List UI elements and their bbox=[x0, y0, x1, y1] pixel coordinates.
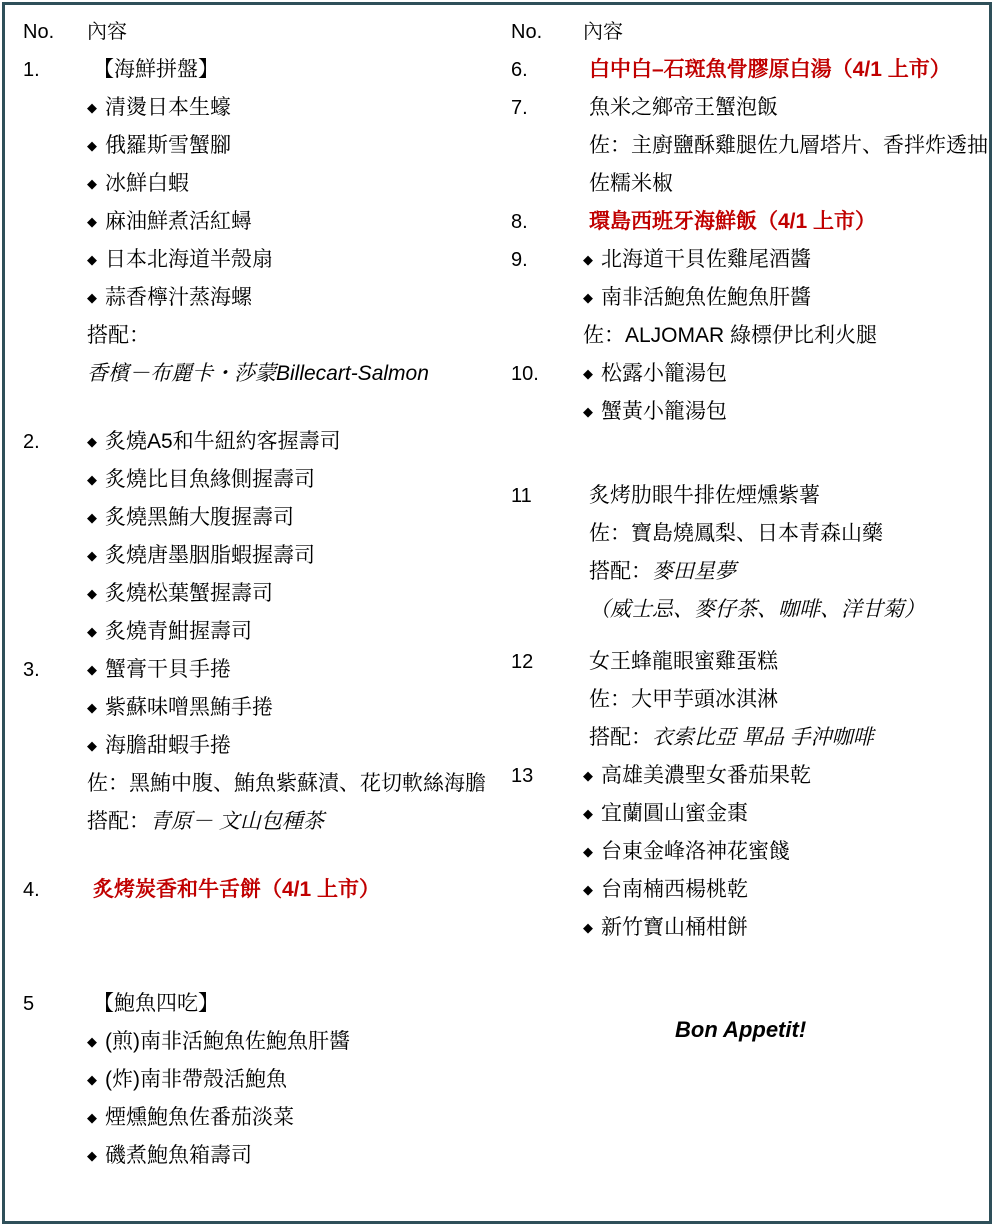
item-number: 6. bbox=[511, 59, 528, 81]
item-pairing bbox=[87, 803, 497, 841]
menu-item-row bbox=[5, 871, 497, 909]
item-line: ◆ 南非活鮑魚佐鮑魚肝醬 bbox=[583, 279, 989, 317]
item-number: 10. bbox=[511, 363, 539, 385]
row-spacer bbox=[497, 629, 989, 643]
menu-frame bbox=[2, 2, 992, 1224]
item-line: ◆ 冰鮮白蝦 bbox=[87, 165, 497, 203]
item-number: 1. bbox=[23, 59, 40, 81]
item-line: ◆ 炙燒黑鮪大腹握壽司 bbox=[87, 499, 497, 537]
item-number: 7. bbox=[511, 97, 528, 119]
item-line: ◆ 海膽甜蝦手捲 bbox=[87, 727, 497, 765]
item-content bbox=[583, 757, 989, 947]
item-number: 12 bbox=[511, 651, 534, 673]
item-number: 8. bbox=[511, 211, 528, 233]
left-header-content: 內容 bbox=[87, 21, 127, 43]
item-line: ◆ (炸)南非帶殼活鮑魚 bbox=[87, 1061, 497, 1099]
left-column bbox=[5, 5, 497, 1221]
item-pairing bbox=[583, 719, 989, 757]
menu-item-row bbox=[497, 241, 989, 355]
menu-item-row bbox=[497, 355, 989, 431]
item-content bbox=[87, 423, 497, 651]
item-line-highlighted: 炙烤炭香和牛舌餅（4/1 上市） bbox=[93, 878, 381, 901]
item-content bbox=[87, 651, 497, 841]
right-header-content: 內容 bbox=[583, 21, 623, 43]
item-accompaniment: 佐：黑鮪中腹、鮪魚紫蘇漬、花切軟絲海膽 bbox=[87, 772, 486, 795]
item-line: ◆ 煙燻鮑魚佐番茄淡菜 bbox=[87, 1099, 497, 1137]
item-line: ◆ 炙燒青魽握壽司 bbox=[87, 613, 497, 651]
left-column-header bbox=[5, 13, 497, 51]
item-line: ◆ 松露小籠湯包 bbox=[583, 355, 989, 393]
item-pairing bbox=[583, 553, 989, 591]
item-content bbox=[87, 871, 497, 909]
item-number: 2. bbox=[23, 431, 40, 453]
row-spacer bbox=[5, 841, 497, 871]
item-pairing-value: 香檳－布麗卡・莎蒙Billecart-Salmon bbox=[87, 362, 429, 385]
item-pairing-value: 衣索比亞 單品 手沖咖啡 bbox=[652, 726, 874, 749]
menu-item-row bbox=[497, 643, 989, 757]
item-accompaniment: 佐：ALJOMAR 綠標伊比利火腿 bbox=[583, 324, 878, 347]
menu-item-row bbox=[497, 757, 989, 947]
left-header-no: No. bbox=[23, 21, 55, 43]
bon-appetit-note: Bon Appetit! bbox=[675, 1017, 807, 1042]
item-accompaniment: 佐：寶島燒鳳梨、日本青森山藥 bbox=[589, 522, 883, 545]
item-pairing-notes: （威士忌、麥仔茶、咖啡、洋甘菊） bbox=[589, 598, 925, 621]
item-line: ◆ 新竹寶山桶柑餅 bbox=[583, 909, 989, 947]
item-line: 魚米之鄉帝王蟹泡飯 bbox=[589, 96, 778, 119]
menu-item-row bbox=[5, 423, 497, 651]
item-number: 3. bbox=[23, 659, 40, 681]
row-spacer bbox=[5, 909, 497, 955]
item-line: ◆ 炙燒松葉蟹握壽司 bbox=[87, 575, 497, 613]
item-accompaniment: 佐：主廚鹽酥雞腿佐九層塔片、香拌炸透抽佐糯米椒 bbox=[589, 134, 988, 195]
item-line: ◆ 日本北海道半殼扇 bbox=[87, 241, 497, 279]
item-line: ◆ 炙燒比目魚緣側握壽司 bbox=[87, 461, 497, 499]
item-number: 5 bbox=[23, 993, 35, 1015]
item-pairing-label: 搭配： bbox=[87, 324, 150, 347]
item-line: 女王蜂龍眼蜜雞蛋糕 bbox=[589, 650, 778, 673]
item-line: ◆ (煎)南非活鮑魚佐鮑魚肝醬 bbox=[87, 1023, 497, 1061]
item-line: ◆ 蒜香檸汁蒸海螺 bbox=[87, 279, 497, 317]
row-spacer bbox=[497, 431, 989, 477]
right-header-no: No. bbox=[511, 21, 543, 43]
item-line: ◆ 炙燒唐墨胭脂蝦握壽司 bbox=[87, 537, 497, 575]
row-spacer bbox=[5, 955, 497, 985]
item-line: ◆ 俄羅斯雪蟹腳 bbox=[87, 127, 497, 165]
item-number: 11 bbox=[511, 485, 532, 507]
item-line: ◆ 北海道干貝佐雞尾酒醬 bbox=[583, 241, 989, 279]
item-line-highlighted: 白中白–石斑魚骨膠原白湯（4/1 上市） bbox=[589, 58, 951, 81]
item-accompaniment: 佐：大甲芋頭冰淇淋 bbox=[589, 688, 778, 711]
item-pairing-label: 搭配： bbox=[589, 560, 652, 583]
item-content bbox=[87, 51, 497, 393]
item-pairing-value: 青原－ 文山包種茶 bbox=[150, 810, 324, 833]
right-column bbox=[497, 5, 989, 1221]
menu-item-row bbox=[497, 89, 989, 203]
item-line: ◆ 清燙日本生蠔 bbox=[87, 89, 497, 127]
item-line: ◆ 台南楠西楊桃乾 bbox=[583, 871, 989, 909]
item-content bbox=[583, 89, 989, 203]
item-line: ◆ 宜蘭圓山蜜金棗 bbox=[583, 795, 989, 833]
item-content bbox=[87, 985, 497, 1175]
item-line: ◆ 蟹膏干貝手捲 bbox=[87, 651, 497, 689]
item-line: ◆ 蟹黃小籠湯包 bbox=[583, 393, 989, 431]
item-line: ◆ 炙燒A5和牛紐約客握壽司 bbox=[87, 423, 497, 461]
right-column-header bbox=[497, 13, 989, 51]
item-line: ◆ 紫蘇味噌黑鮪手捲 bbox=[87, 689, 497, 727]
menu-item-row bbox=[497, 203, 989, 241]
item-content bbox=[583, 477, 989, 629]
row-spacer bbox=[5, 393, 497, 423]
item-line: ◆ 磯煮鮑魚箱壽司 bbox=[87, 1137, 497, 1175]
item-line: ◆ 麻油鮮煮活紅蟳 bbox=[87, 203, 497, 241]
menu-item-row bbox=[5, 651, 497, 841]
item-line: ◆ 高雄美濃聖女番茄果乾 bbox=[583, 757, 989, 795]
menu-columns bbox=[5, 5, 989, 1221]
item-number: 4. bbox=[23, 879, 40, 901]
menu-item-row bbox=[497, 51, 989, 89]
item-line: 【鮑魚四吃】 bbox=[93, 992, 219, 1015]
menu-item-row bbox=[497, 477, 989, 629]
menu-item-row bbox=[5, 985, 497, 1175]
item-content bbox=[583, 51, 989, 89]
item-content bbox=[583, 203, 989, 241]
item-pairing-label: 搭配： bbox=[87, 810, 150, 833]
item-content bbox=[583, 355, 989, 431]
item-pairing-label: 搭配： bbox=[589, 726, 652, 749]
item-line-highlighted: 環島西班牙海鮮飯（4/1 上市） bbox=[589, 210, 877, 233]
item-line: 【海鮮拼盤】 bbox=[93, 58, 219, 81]
item-pairing-value: 麥田星夢 bbox=[652, 560, 736, 583]
menu-item-row bbox=[5, 51, 497, 393]
item-line: 炙烤肋眼牛排佐煙燻紫薯 bbox=[589, 484, 820, 507]
item-content bbox=[583, 643, 989, 757]
item-line: ◆ 台東金峰洛神花蜜餞 bbox=[583, 833, 989, 871]
item-number: 9. bbox=[511, 249, 528, 271]
item-number: 13 bbox=[511, 765, 534, 787]
item-content bbox=[583, 241, 989, 355]
